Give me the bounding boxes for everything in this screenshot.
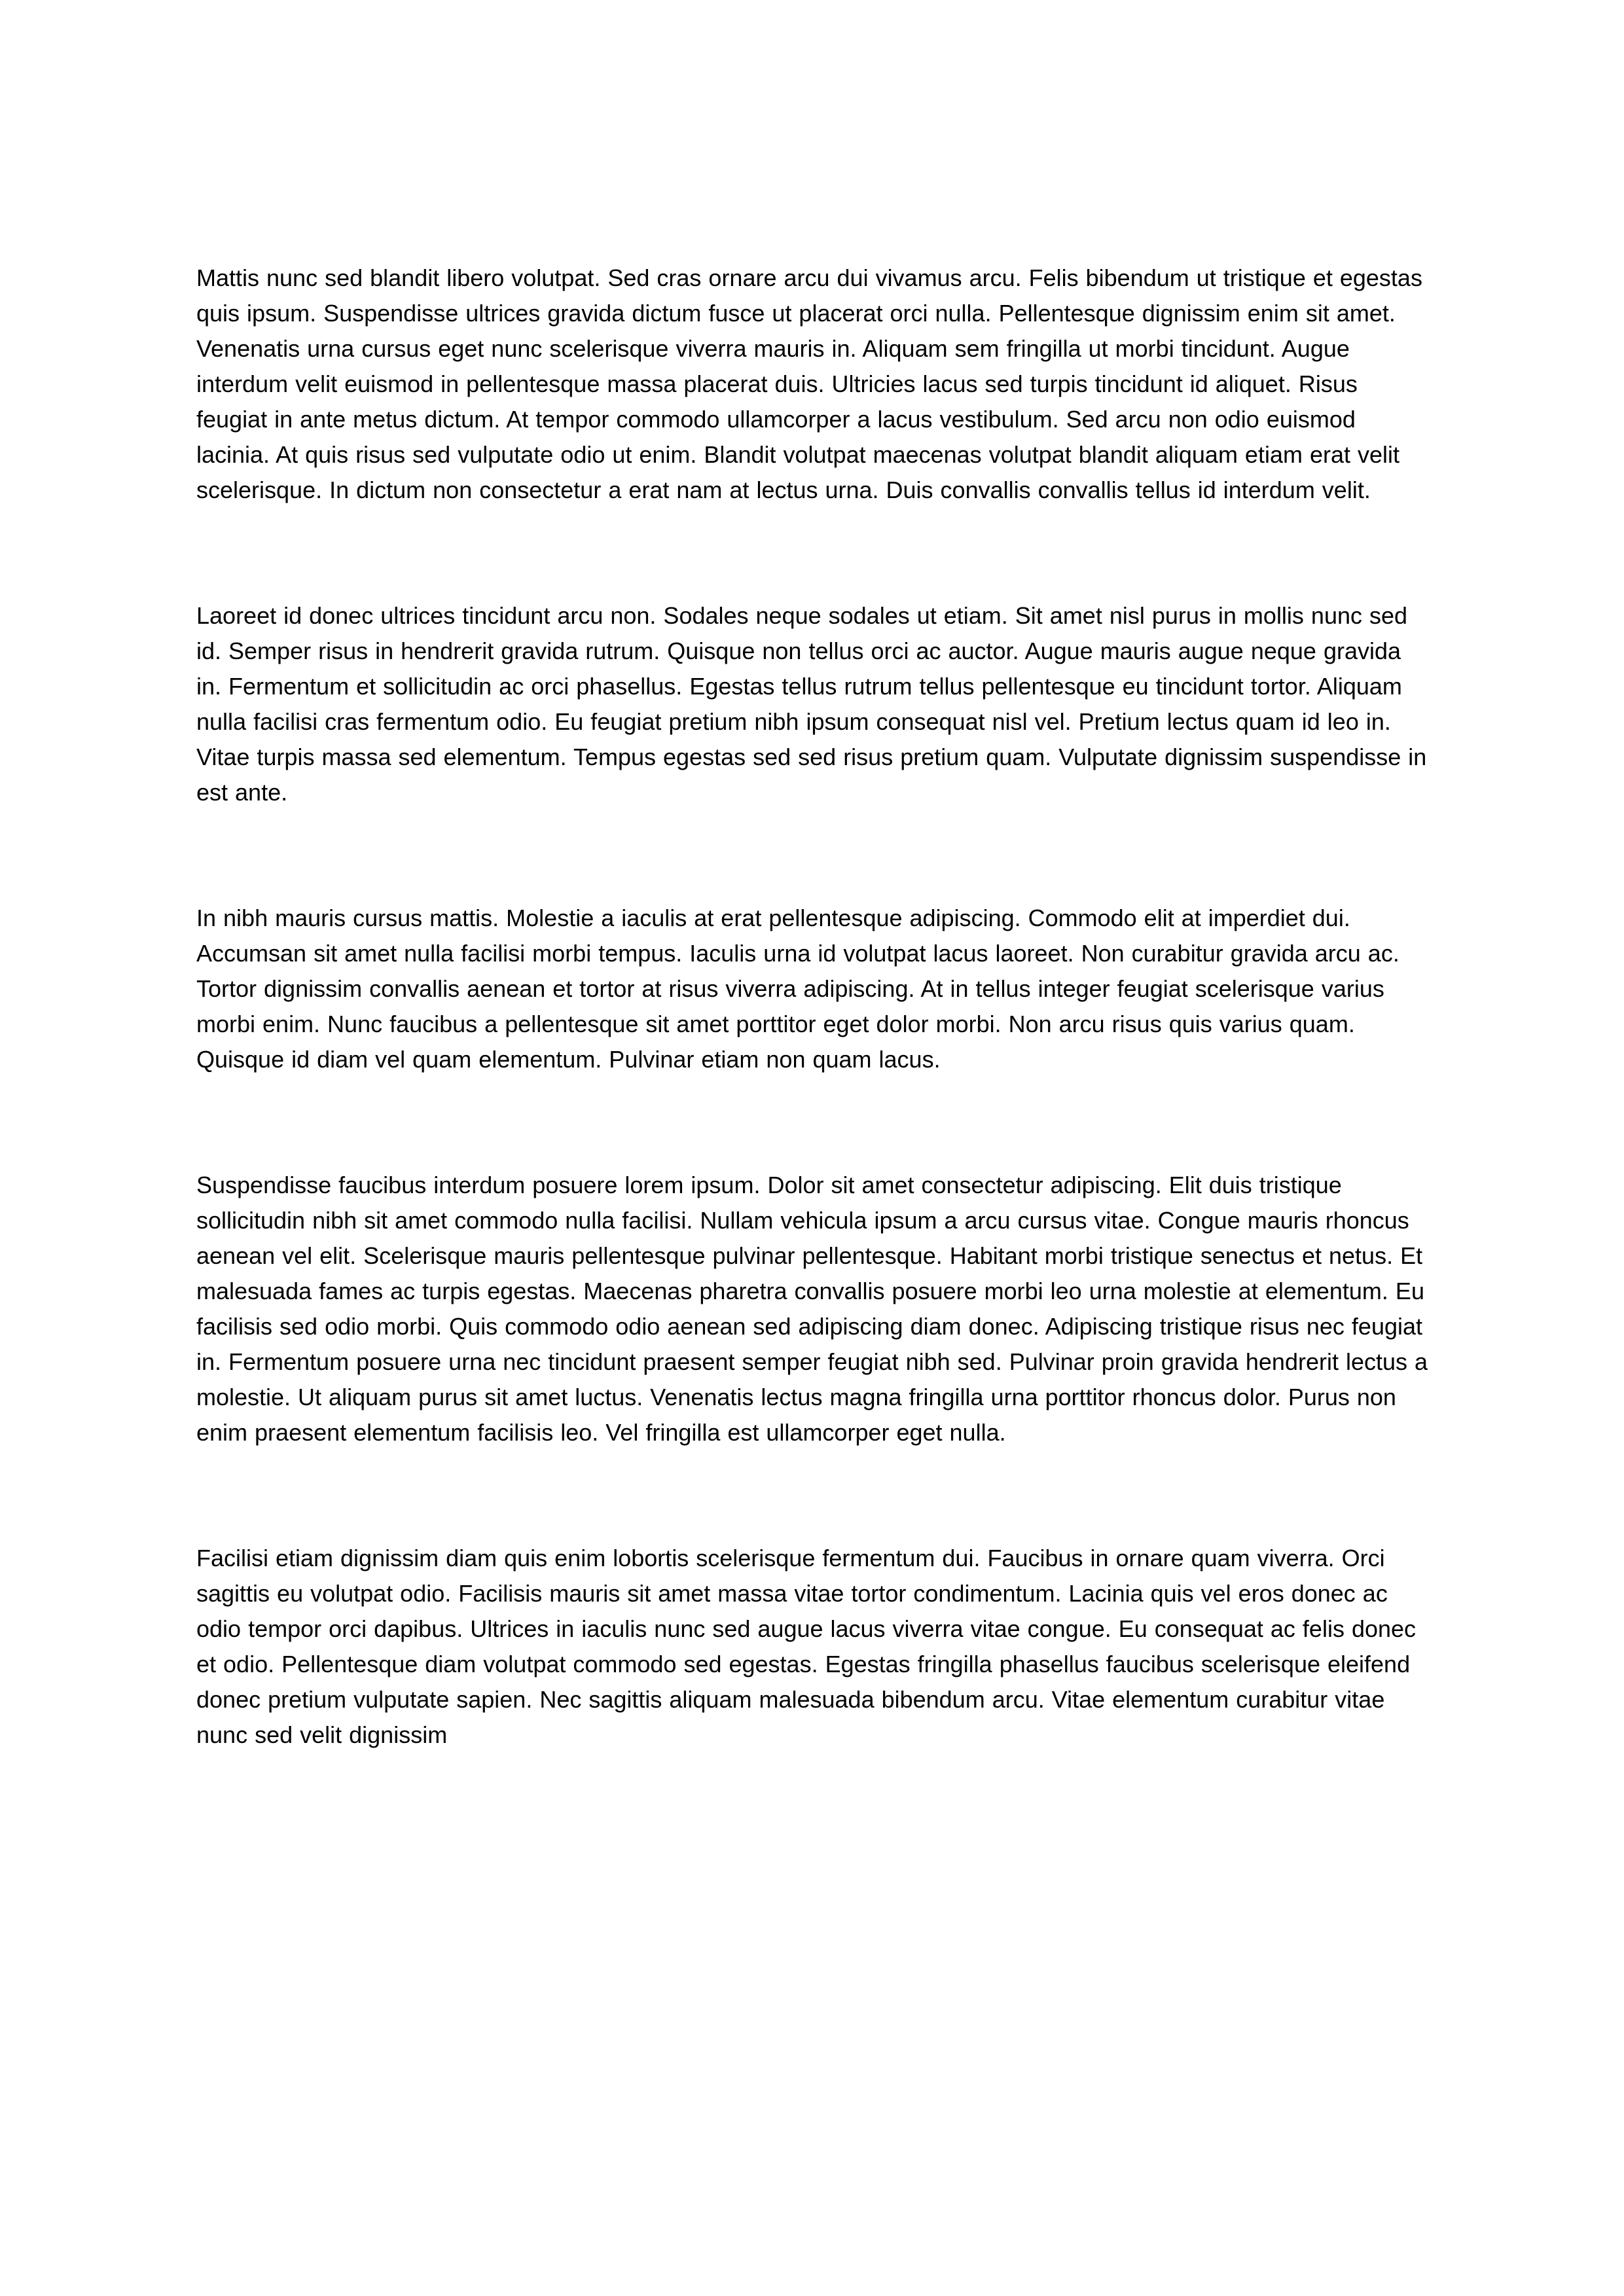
paragraph: Laoreet id donec ultrices tincidunt arcu non. Sodales neque sodales ut etiam. Sit amet nisl purus in mollis nunc sed id. Semper risus in hendrerit gravida rutrum. Quisque non tellus orci ac auctor. Augue mauris augue neque gravida in. Fermentum et sollicitudin ac orci phasellus. Egestas tellus rutrum tellus pellentesque eu tincidunt tortor. Aliquam nulla facilisi cras fermentum odio. Eu feugiat pretium nibh ipsum consequat nisl vel. Pretium lectus quam id leo in. Vitae turpis massa sed elementum. Tempus egestas sed sed risus pretium quam. Vulputate dignissim suspendisse in est ante. — [196, 602, 1427, 806]
paragraph: Mattis nunc sed blandit libero volutpat. Sed cras ornare arcu dui vivamus arcu. Felis bibendum ut tristique et egestas quis ipsum. Suspendisse ultrices gravida dictum fusce ut placerat orci nulla. Pellentesque dignissim enim sit amet. Venenatis urna cursus eget nunc scelerisque viverra mauris in. Aliquam sem fringilla ut morbi tincidunt. Augue interdum velit euismod in pellentesque massa placerat duis. Ultricies lacus sed turpis tincidunt id aliquet. Risus feugiat in ante metus dictum. At tempor commodo ullamcorper a lacus vestibulum. Sed arcu non odio euismod lacinia. At quis risus sed vulputate odio ut enim. Blandit volutpat maecenas volutpat blandit aliquam etiam erat velit scelerisque. In dictum non consectetur a erat nam at lectus urna. Duis convallis convallis tellus id interdum velit. — [196, 264, 1422, 503]
paragraph: Suspendisse faucibus interdum posuere lorem ipsum. Dolor sit amet consectetur adipiscing. Elit duis tristique sollicitudin nibh sit amet commodo nulla facilisi. Nullam vehicula ipsum a arcu cursus vitae. Congue mauris rhoncus aenean vel elit. Scelerisque mauris pellentesque pulvinar pellentesque. Habitant morbi tristique senectus et netus. Et malesuada fames ac turpis egestas. Maecenas pharetra convallis posuere morbi leo urna molestie at elementum. Eu facilisis sed odio morbi. Quis commodo odio aenean sed adipiscing diam donec. Adipiscing tristique risus nec feugiat in. Fermentum posuere urna nec tincidunt praesent semper feugiat nibh sed. Pulvinar proin gravida hendrerit lectus a molestie. Ut aliquam purus sit amet luctus. Venenatis lectus magna fringilla urna porttitor rhoncus dolor. Purus non enim praesent elementum facilisis leo. Vel fringilla est ullamcorper eget nulla. — [196, 1172, 1428, 1446]
paragraph: In nibh mauris cursus mattis. Molestie a iaculis at erat pellentesque adipiscing. Commodo elit at imperdiet dui. Accumsan sit amet nulla facilisi morbi tempus. Iaculis urna id volutpat lacus laoreet. Non curabitur gravida arcu ac. Tortor dignissim convallis aenean et tortor at risus viverra adipiscing. At in tellus integer feugiat scelerisque varius morbi enim. Nunc faucibus a pellentesque sit amet porttitor eget dolor morbi. Non arcu risus quis varius quam. Quisque id diam vel quam elementum. Pulvinar etiam non quam lacus. — [196, 905, 1399, 1073]
document-body-text — [196, 260, 1430, 1753]
paragraph: Facilisi etiam dignissim diam quis enim lobortis scelerisque fermentum dui. Faucibus in ornare quam viverra. Orci sagittis eu volutpat odio. Facilisis mauris sit amet massa vitae tortor condimentum. Lacinia quis vel eros donec ac odio tempor orci dapibus. Ultrices in iaculis nunc sed augue lacus viverra vitae congue. Eu consequat ac felis donec et odio. Pellentesque diam volutpat commodo sed egestas. Egestas fringilla phasellus faucibus scelerisque eleifend donec pretium vulputate sapien. Nec sagittis aliquam malesuada bibendum arcu. Vitae elementum curabitur vitae nunc sed velit dignissim — [196, 1545, 1416, 1748]
